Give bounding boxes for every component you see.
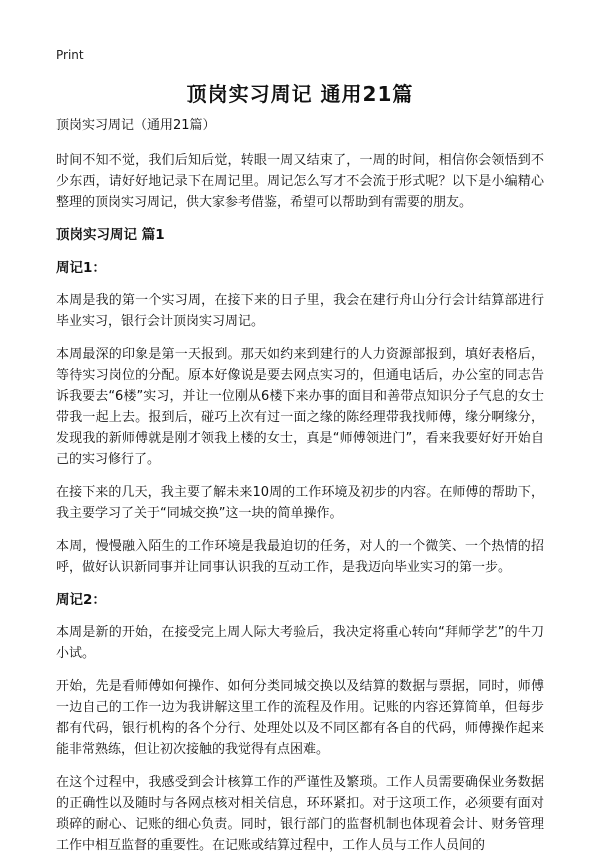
week1-heading: 周记1： [56, 260, 106, 276]
week1-paragraph: 本周最深的印象是第一天报到。那天如约来到建行的人力资源部报到，填好表格后，等待实习岗位的分配。原本好像说是要去网点实习的，但通电话后，办公室的同志告诉我要去“6楼”实习，并让一位刚从6楼下来办事的面目和善带点知识分子气息的女士带我一起上去。报到后，碰巧上次有过一面之缘的陈经理带我找师傅，缘分啊缘分，发现我的新师傅就是刚才领我上楼的女士，真是“师傅领进门”，看来我要好好开始自己的实习修行了。 [56, 347, 544, 467]
week1-paragraph: 在接下来的几天，我主要了解未来10周的工作环境及初步的内容。在师傅的帮助下，我主要学习了关于“同城交换”这一块的简单操作。 [56, 485, 544, 521]
week2-paragraph: 本周是新的开始，在接受完上周人际大考验后，我决定将重心转向“拜师学艺”的牛刀小试。 [56, 625, 544, 661]
intro-paragraph: 时间不知不觉，我们后知后觉，转眼一周又结束了，一周的时间，相信你会领悟到不少东西，请好好地记录下在周记里。周记怎么写才不会流于形式呢？以下是小编精心整理的顶岗实习周记，供大家参考借鉴，希望可以帮助到有需要的朋友。 [56, 153, 544, 210]
document-body [56, 116, 544, 868]
week2-paragraph: 开始，先是看师傅如何操作、如何分类同城交换以及结算的数据与票据，同时，师傅一边自己的工作一边为我讲解这里工作的流程及作用。记账的内容还算简单，但每步都有代码，银行机构的各个分行、处理处以及不同区都有各自的代码，师傅操作起来能非常熟练，但让初次接触的我觉得有点困难。 [56, 679, 544, 757]
print-link[interactable]: Print [56, 48, 84, 62]
document-title: 顶岗实习周记 通用21篇 [186, 82, 414, 106]
section-heading: 顶岗实习周记 篇1 [56, 227, 165, 243]
week1-paragraph: 本周，慢慢融入陌生的工作环境是我最迫切的任务，对人的一个微笑、一个热情的招呼，做好认识新同事并让同事认识我的互动工作，是我迈向毕业实习的第一步。 [56, 539, 544, 575]
week2-paragraph: 在这个过程中，我感受到会计核算工作的严谨性及繁琐。工作人员需要确保业务数据的正确性以及随时与各网点核对相关信息，环环紧扣。对于这项工作，必须要有面对琐碎的耐心、记账的细心负责。同时，银行部门的监督机制也体现着会计、财务管理工作中相互监督的重要性。在记账或结算过程中，工作人员与工作人员间的 [56, 775, 544, 853]
week2-heading: 周记2： [56, 592, 106, 608]
week1-paragraph: 本周是我的第一个实习周，在接下来的日子里，我会在建行舟山分行会计结算部进行毕业实习，银行会计顶岗实习周记。 [56, 293, 544, 329]
document-subtitle: 顶岗实习周记（通用21篇） [56, 118, 216, 133]
